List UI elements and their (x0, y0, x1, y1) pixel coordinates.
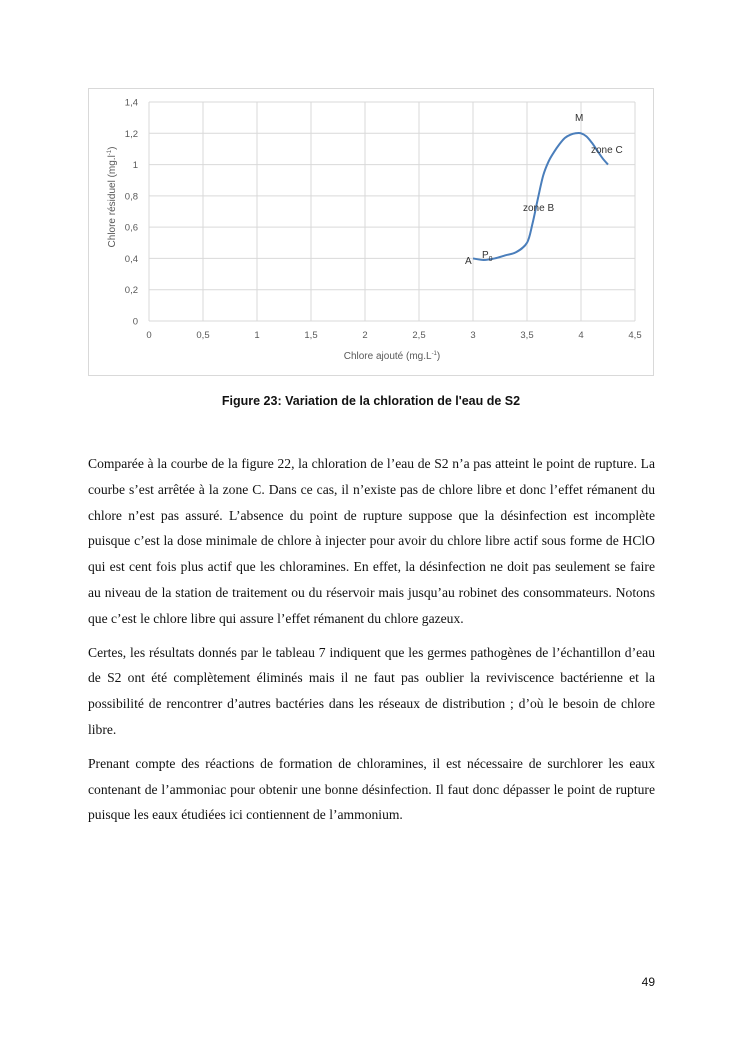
x-tick-label: 3 (470, 330, 476, 341)
x-tick-label: 1,5 (304, 330, 318, 341)
annotation-zone-b: zone B (523, 203, 555, 214)
y-axis-label: Chlore résiduel $(mg.l^{-1})$ (107, 146, 118, 248)
x-tick-label: 0 (146, 330, 152, 341)
chart-svg (89, 89, 655, 377)
y-tick-label: 1,2 (124, 128, 138, 140)
y-tick-label: 0,2 (124, 285, 138, 297)
body-text (88, 451, 655, 836)
y-tick-label: 0 (132, 316, 138, 328)
page-number: 49 (641, 975, 655, 989)
annotation-zone-c: zone C (591, 145, 623, 156)
figure-caption: Figure 23: Variation de la chloration de l'eau de S2 (221, 394, 521, 408)
paragraph-1: Comparée à la courbe de la figure 22, la chloration de l’eau de S2 n’a pas atteint le point de rupture. La courbe s’est arrêtée à la zone C. Dans ce cas, il n’existe pas de chlore libre et donc l’effet rémanent du chlore n’est pas assuré. L’absence du point de rupture suppose que la désinfection est incomplète puisque c’est la dose minimale de chlore à injecter pour avoir du chlore libre actif sous forme de HClO qui est cent fois plus actif que les chloramines. En effet, la désinfection ne doit pas seulement se faire au niveau de la station de traitement ou du réservoir mais jusqu’au robinet des consommateurs. Notons que c’est le chlore libre qui assure l’effet rémanent du chlore gazeux. (88, 456, 655, 626)
x-tick-label: 2 (362, 330, 368, 341)
y-tick-label: 0,4 (124, 253, 138, 265)
chart-grid (149, 102, 635, 321)
x-tick-label: 0,5 (196, 330, 210, 341)
annotation-a: A (465, 256, 472, 267)
x-tick-label: 4 (578, 330, 584, 341)
y-tick-label: 0,8 (124, 191, 138, 203)
annotation-m: M (575, 113, 584, 124)
y-tick-label: 0,6 (124, 222, 138, 234)
x-tick-labels (146, 330, 641, 341)
x-tick-label: 3,5 (520, 330, 534, 341)
annotation-p0: $P_0$ (482, 250, 493, 263)
series-line-s2 (473, 133, 608, 260)
x-axis-label: Chlore ajouté $(mg.L^{-1})$ (343, 351, 441, 362)
x-tick-label: 4,5 (628, 330, 642, 341)
paragraph-2: Certes, les résultats donnés par le tableau 7 indiquent que les germes pathogènes de l’échantillon d’eau de S2 ont été complètement éliminés mais il ne faut pas oublier la reviviscence bactérienne et la possibilité de rencontrer d’autres bactéries dans les réseaux de distribution ; d’où le besoin de chlore libre. (88, 644, 655, 737)
chart-frame (88, 88, 654, 376)
y-tick-label: 1,4 (124, 97, 138, 109)
paragraph-3: Prenant compte des réactions de formation de chloramines, il est nécessaire de surchlorer les eaux contenant de l’ammoniac pour obtenir une bonne désinfection. Il faut donc dépasser le point de rupture puisque les eaux étudiées ici contiennent de l’ammonium. (88, 755, 655, 823)
x-tick-label: 1 (254, 330, 260, 341)
y-tick-labels (125, 98, 138, 328)
x-tick-label: 2,5 (412, 330, 426, 341)
y-tick-label: 1 (132, 160, 138, 172)
